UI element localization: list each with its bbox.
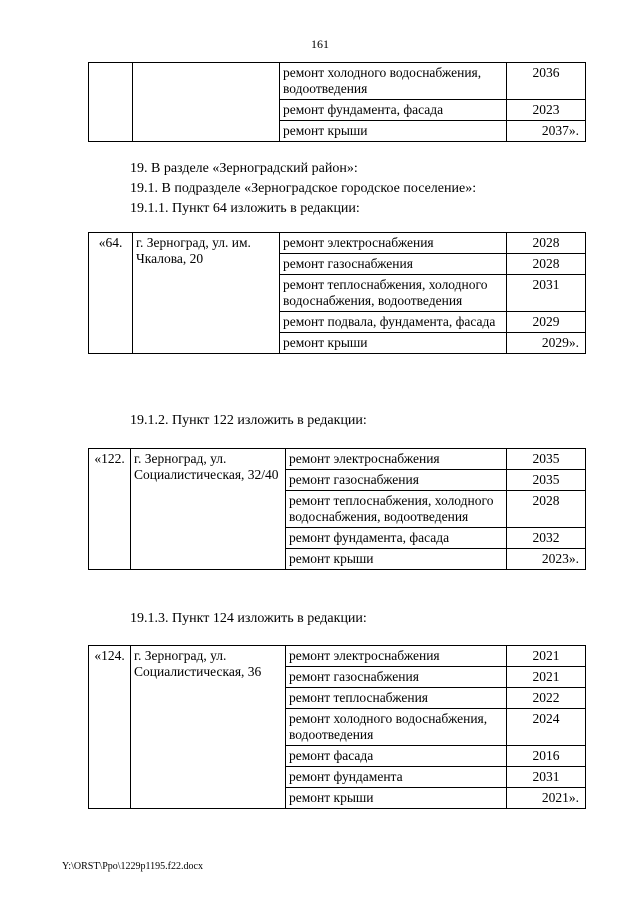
- year-cell: 2028: [507, 491, 586, 528]
- year-cell: 2036: [507, 63, 586, 100]
- number-cell: [89, 63, 133, 142]
- year-cell: 2037».: [507, 121, 586, 142]
- table-row: [89, 63, 586, 100]
- document-path-footer: Y:\ORST\Ppo\1229p1195.f22.docx: [62, 861, 203, 872]
- year-cell: 2021: [507, 646, 586, 667]
- work-cell: ремонт крыши: [280, 333, 507, 354]
- table-item-124: [88, 645, 586, 809]
- work-cell: ремонт фасада: [286, 746, 507, 767]
- page-number: 161: [311, 37, 329, 51]
- table-continuation: [88, 62, 586, 142]
- work-cell: ремонт теплоснабжения, холодного водоснабжения, водоотведения: [280, 275, 507, 312]
- address-cell: [133, 63, 280, 142]
- year-cell: 2023».: [507, 549, 586, 570]
- work-cell: ремонт теплоснабжения: [286, 688, 507, 709]
- paragraph-19: 19. В разделе «Зерноградский район»:: [130, 161, 358, 176]
- work-cell: ремонт крыши: [280, 121, 507, 142]
- year-cell: 2035: [507, 449, 586, 470]
- year-cell: 2035: [507, 470, 586, 491]
- year-cell: 2031: [507, 275, 586, 312]
- year-cell: 2024: [507, 709, 586, 746]
- work-cell: ремонт фундамента: [286, 767, 507, 788]
- year-cell: 2031: [507, 767, 586, 788]
- address-cell: г. Зерноград, ул. им. Чкалова, 20: [133, 233, 280, 354]
- year-cell: 2028: [507, 254, 586, 275]
- work-cell: ремонт холодного водоснабжения, водоотведения: [286, 709, 507, 746]
- year-cell: 2028: [507, 233, 586, 254]
- work-cell: ремонт электроснабжения: [286, 449, 507, 470]
- work-cell: ремонт фундамента, фасада: [286, 528, 507, 549]
- work-cell: ремонт холодного водоснабжения, водоотведения: [280, 63, 507, 100]
- table-row: [89, 646, 586, 667]
- year-cell: 2029».: [507, 333, 586, 354]
- address-cell: г. Зерноград, ул. Социалистическая, 32/40: [131, 449, 286, 570]
- address-cell: г. Зерноград, ул. Социалистическая, 36: [131, 646, 286, 809]
- item-number: «64.: [89, 233, 133, 354]
- work-cell: ремонт газоснабжения: [286, 470, 507, 491]
- work-cell: ремонт подвала, фундамента, фасада: [280, 312, 507, 333]
- work-cell: ремонт теплоснабжения, холодного водоснабжения, водоотведения: [286, 491, 507, 528]
- item-number: «124.: [89, 646, 131, 809]
- year-cell: 2032: [507, 528, 586, 549]
- year-cell: 2029: [507, 312, 586, 333]
- work-cell: ремонт крыши: [286, 788, 507, 809]
- work-cell: ремонт крыши: [286, 549, 507, 570]
- paragraph-19-1: 19.1. В подразделе «Зерноградское городское поселение»:: [130, 181, 477, 196]
- paragraph-19-1-1: 19.1.1. Пункт 64 изложить в редакции:: [130, 201, 360, 216]
- table-item-122: [88, 448, 586, 570]
- year-cell: 2021».: [507, 788, 586, 809]
- work-cell: ремонт электроснабжения: [286, 646, 507, 667]
- table-row: [89, 449, 586, 470]
- paragraph-19-1-2: 19.1.2. Пункт 122 изложить в редакции:: [130, 413, 367, 428]
- work-cell: ремонт фундамента, фасада: [280, 100, 507, 121]
- work-cell: ремонт электроснабжения: [280, 233, 507, 254]
- paragraph-19-1-3: 19.1.3. Пункт 124 изложить в редакции:: [130, 611, 367, 626]
- work-cell: ремонт газоснабжения: [280, 254, 507, 275]
- year-cell: 2023: [507, 100, 586, 121]
- year-cell: 2016: [507, 746, 586, 767]
- year-cell: 2022: [507, 688, 586, 709]
- work-cell: ремонт газоснабжения: [286, 667, 507, 688]
- item-number: «122.: [89, 449, 131, 570]
- table-row: [89, 233, 586, 254]
- table-item-64: [88, 232, 586, 354]
- year-cell: 2021: [507, 667, 586, 688]
